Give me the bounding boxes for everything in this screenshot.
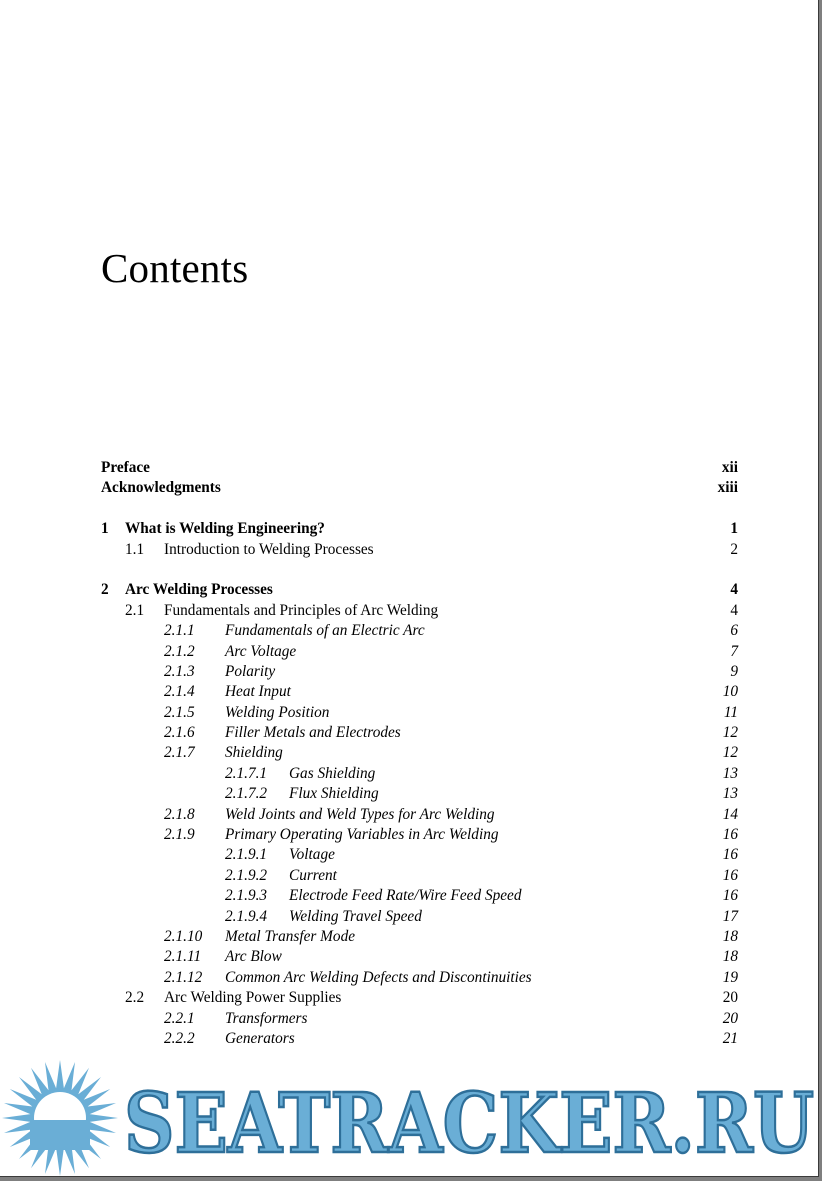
toc-number: 2.1.11 xyxy=(164,948,202,966)
toc-title: Preface xyxy=(101,459,150,476)
sunburst-icon xyxy=(2,1060,118,1176)
toc-title: Primary Operating Variables in Arc Welding xyxy=(225,826,499,844)
toc-title: Filler Metals and Electrodes xyxy=(225,724,401,742)
toc-number: 2.1.5 xyxy=(164,703,195,721)
toc-page-number: xiii xyxy=(717,479,738,497)
toc-entry-subsection[interactable] xyxy=(101,825,738,845)
toc-title: Welding Travel Speed xyxy=(289,907,422,925)
toc-title: Arc Voltage xyxy=(225,642,297,660)
toc-page-number: 16 xyxy=(722,887,738,905)
toc-page-number: 6 xyxy=(730,622,738,640)
toc-page-number: 18 xyxy=(722,948,738,966)
toc-number: 2.1.7.2 xyxy=(225,785,268,803)
toc-title: Generators xyxy=(225,1029,295,1047)
toc-entry-subsection[interactable] xyxy=(101,805,738,825)
toc-entry-subsection[interactable] xyxy=(101,682,738,702)
toc-page-number: 16 xyxy=(722,826,738,844)
toc-entry-section[interactable] xyxy=(101,601,738,621)
toc-page-number: 16 xyxy=(722,866,738,884)
toc-number: 2.1.9.4 xyxy=(225,907,268,925)
toc-title: Introduction to Welding Processes xyxy=(164,540,374,558)
toc-entry-subsection[interactable] xyxy=(101,927,738,947)
table-of-contents xyxy=(101,458,738,1049)
toc-number: 2 xyxy=(101,581,109,599)
toc-entry-chapter[interactable] xyxy=(101,519,738,539)
toc-title: Welding Position xyxy=(225,703,330,721)
toc-page-number: 20 xyxy=(722,989,738,1007)
toc-page-number: 13 xyxy=(722,785,738,803)
toc-entry-subsection[interactable] xyxy=(101,743,738,763)
toc-entry-subsection[interactable] xyxy=(101,947,738,967)
toc-title: Flux Shielding xyxy=(289,785,379,803)
toc-entry-subsubsection[interactable] xyxy=(101,845,738,865)
toc-number: 2.1.8 xyxy=(164,805,195,823)
toc-page-number: 7 xyxy=(730,642,738,660)
toc-page-number: 9 xyxy=(730,662,738,680)
toc-page-number: 17 xyxy=(722,907,738,925)
toc-number: 2.1 xyxy=(125,601,145,619)
toc-title: Weld Joints and Weld Types for Arc Welding xyxy=(225,805,495,823)
toc-entry-subsubsection[interactable] xyxy=(101,886,738,906)
toc-page-number: 11 xyxy=(723,703,738,721)
toc-number: 2.2.1 xyxy=(164,1009,195,1027)
toc-page-number: 20 xyxy=(722,1009,738,1027)
toc-page-number: 14 xyxy=(722,805,738,823)
toc-title: Fundamentals of an Electric Arc xyxy=(225,622,425,640)
toc-entry-section[interactable] xyxy=(101,540,738,560)
toc-number: 2.1.4 xyxy=(164,683,195,701)
toc-title: Arc Blow xyxy=(225,948,282,966)
toc-number: 2.1.9.2 xyxy=(225,866,268,884)
toc-page-number: 13 xyxy=(722,764,738,782)
toc-page-number: 12 xyxy=(722,744,738,762)
toc-entry-subsection[interactable] xyxy=(101,968,738,988)
toc-entry-section[interactable] xyxy=(101,988,738,1008)
toc-title: Current xyxy=(289,866,337,884)
toc-entry-subsubsection[interactable] xyxy=(101,866,738,886)
toc-entry-subsection[interactable] xyxy=(101,723,738,743)
toc-entry-front[interactable] xyxy=(101,478,738,498)
toc-title: Transformers xyxy=(225,1009,308,1027)
toc-number: 2.1.9.1 xyxy=(225,846,268,864)
toc-page-number: 2 xyxy=(730,540,738,558)
toc-entry-subsection[interactable] xyxy=(101,703,738,723)
toc-entry-subsection[interactable] xyxy=(101,642,738,662)
toc-title: Gas Shielding xyxy=(289,764,376,782)
toc-title: Arc Welding Power Supplies xyxy=(164,989,342,1007)
toc-spacer xyxy=(101,499,738,519)
watermark-text: SEATRACKER.RU xyxy=(124,1076,814,1172)
toc-title: Arc Welding Processes xyxy=(125,581,273,599)
sun-horizon xyxy=(30,1120,90,1150)
toc-number: 1.1 xyxy=(125,540,145,558)
toc-entry-chapter[interactable] xyxy=(101,580,738,600)
toc-page-number: 1 xyxy=(730,520,738,538)
toc-entry-subsection[interactable] xyxy=(101,662,738,682)
toc-page-number: xii xyxy=(721,459,738,476)
watermark-logo xyxy=(0,1060,818,1176)
toc-page-number: 21 xyxy=(722,1029,738,1047)
toc-number: 2.1.7 xyxy=(164,744,195,762)
toc-number: 2.1.2 xyxy=(164,642,195,660)
toc-title: Fundamentals and Principles of Arc Welding xyxy=(164,601,439,619)
toc-entry-subsubsection[interactable] xyxy=(101,784,738,804)
toc-page-number: 4 xyxy=(730,601,738,619)
toc-entry-subsection[interactable] xyxy=(101,1029,738,1049)
toc-page-number: 18 xyxy=(722,927,738,945)
toc-number: 2.1.1 xyxy=(164,622,195,640)
toc-entry-subsubsection[interactable] xyxy=(101,764,738,784)
toc-entry-subsection[interactable] xyxy=(101,621,738,641)
toc-title: What is Welding Engineering? xyxy=(125,520,325,538)
page-title: Contents xyxy=(101,245,249,291)
toc-title: Voltage xyxy=(289,846,335,864)
toc-entry-subsection[interactable] xyxy=(101,1009,738,1029)
toc-page-number: 4 xyxy=(730,581,738,599)
toc-page-number: 16 xyxy=(722,846,738,864)
toc-entry-front[interactable] xyxy=(101,458,738,478)
toc-number: 2.1.7.1 xyxy=(225,764,268,782)
toc-entry-subsubsection[interactable] xyxy=(101,907,738,927)
toc-number: 2.2.2 xyxy=(164,1029,195,1047)
toc-number: 2.1.12 xyxy=(164,968,203,986)
toc-page-number: 10 xyxy=(722,683,738,701)
toc-title: Common Arc Welding Defects and Discontinuities xyxy=(225,968,532,986)
toc-number: 1 xyxy=(101,520,109,538)
toc-title: Shielding xyxy=(225,744,283,762)
toc-title: Acknowledgments xyxy=(101,479,221,497)
toc-page-number: 19 xyxy=(722,968,738,986)
toc-number: 2.1.10 xyxy=(164,927,203,945)
toc-title: Metal Transfer Mode xyxy=(225,927,356,945)
toc-number: 2.2 xyxy=(125,989,145,1007)
toc-title: Heat Input xyxy=(225,683,291,701)
toc-number: 2.1.6 xyxy=(164,724,195,742)
toc-number: 2.1.9 xyxy=(164,826,195,844)
toc-title: Polarity xyxy=(225,662,276,680)
toc-title: Electrode Feed Rate/Wire Feed Speed xyxy=(289,887,522,905)
toc-number: 2.1.3 xyxy=(164,662,195,680)
toc-page-number: 12 xyxy=(722,724,738,742)
toc-number: 2.1.9.3 xyxy=(225,887,268,905)
toc-spacer xyxy=(101,560,738,580)
